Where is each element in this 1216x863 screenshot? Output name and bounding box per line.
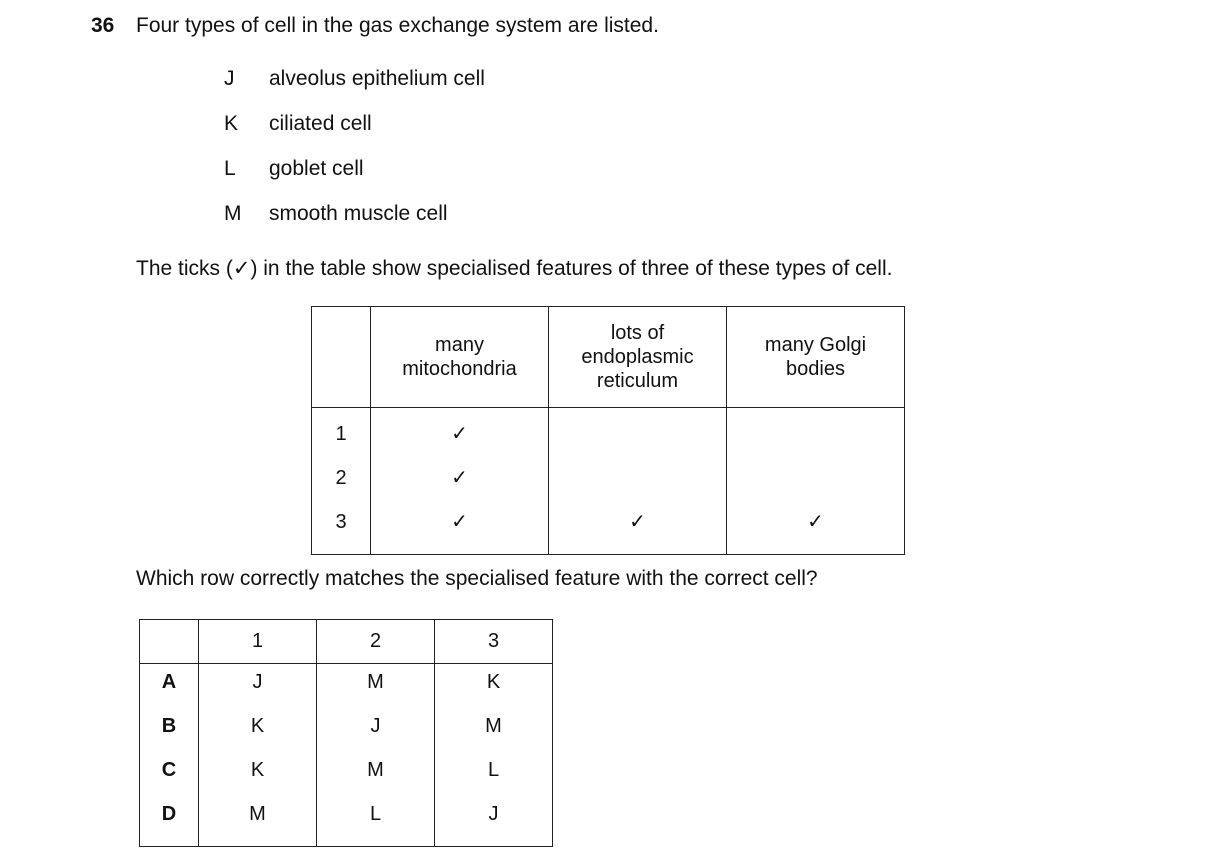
prompt-text: Which row correctly matches the specialised feature with the correct cell? [136,567,818,590]
answer-table-header [140,620,553,664]
er-column [549,408,727,555]
cell-letter: M [224,202,242,225]
answer-cell: K [250,759,265,781]
intro-text: The ticks (✓) in the table show specialised features of three of these types of cell. [136,257,893,280]
feature-table-header [312,307,905,408]
header-cell-empty [312,307,371,408]
header-col-2: 2 [317,620,435,664]
option-label-b: B [161,715,177,737]
cell-letter: J [224,67,235,90]
question-number: 36 [91,14,115,37]
cell-name: goblet cell [269,157,364,180]
row-number: 3 [335,511,347,533]
answer-cell: M [485,715,502,737]
header-col-3: 3 [435,620,553,664]
answer-cell: M [367,759,384,781]
answer-cell: J [370,715,381,737]
answer-col-2 [317,664,435,847]
answer-col-3 [435,664,553,847]
row-number: 2 [335,467,347,489]
option-label-a: A [161,671,177,693]
answer-cell: J [252,671,263,693]
header-many-golgi-bodies: many Golgi bodies [727,307,905,408]
tick-mark [727,466,904,510]
header-many-mitochondria: many mitochondria [371,307,549,408]
tick-mark: ✓ [629,511,646,533]
row-number: 1 [335,423,347,445]
answer-col-1 [199,664,317,847]
answer-table [139,619,553,847]
option-label-c: C [161,759,177,781]
question-stem: Four types of cell in the gas exchange system are listed. [136,14,659,37]
header-lots-of-er: lots of endoplasmic reticulum [549,307,727,408]
tick-mark: ✓ [451,423,468,445]
mitochondria-column [371,408,549,555]
cell-name: ciliated cell [269,112,372,135]
tick-mark [549,466,726,510]
answer-cell: K [250,715,265,737]
answer-cell: L [369,803,382,825]
answer-cell: K [486,671,501,693]
tick-mark: ✓ [807,511,824,533]
answer-cell: L [487,759,500,781]
cell-name: alveolus epithelium cell [269,67,485,90]
feature-table [311,306,905,555]
row-numbers-column [312,408,371,555]
header-col-1: 1 [199,620,317,664]
answer-cell: M [367,671,384,693]
header-cell-empty [140,620,199,664]
answer-cell: J [488,803,499,825]
option-label-d: D [161,803,177,825]
tick-mark: ✓ [451,467,468,489]
tick-mark [727,422,904,466]
cell-letter: K [224,112,239,135]
golgi-column [727,408,905,555]
cell-name: smooth muscle cell [269,202,448,225]
option-letters-column [140,664,199,847]
feature-table-body [312,408,905,555]
cell-letter: L [224,157,236,180]
tick-mark [549,422,726,466]
answer-cell: M [249,803,266,825]
tick-mark: ✓ [451,511,468,533]
answer-table-body [140,664,553,847]
